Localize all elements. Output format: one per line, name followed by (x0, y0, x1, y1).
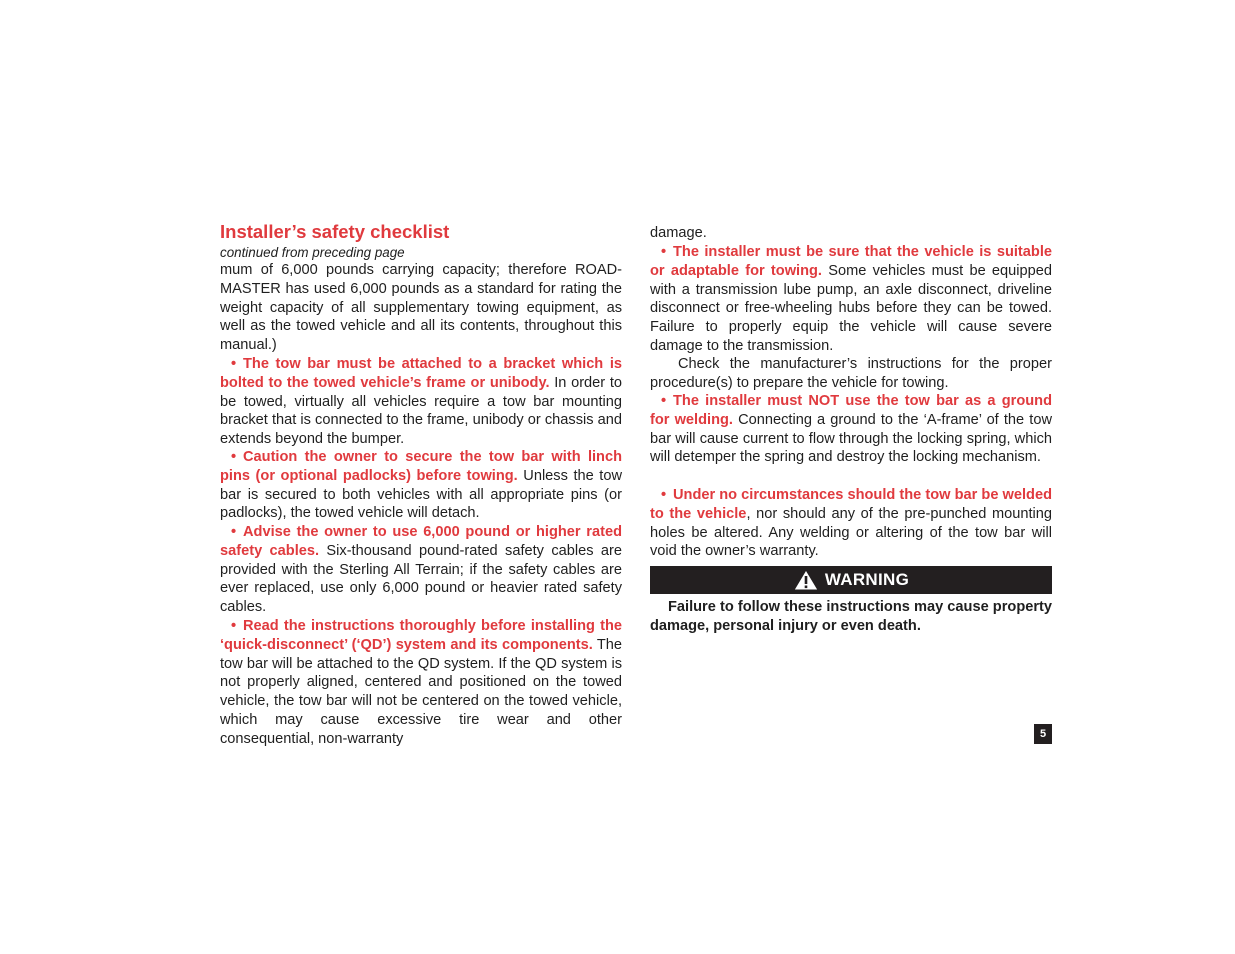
checklist-item-safety-cables (220, 523, 622, 617)
item-body: Six-thousand pound-rated safety cables are provided with the Sterling All Terrain; if the safety cables are ever replaced, use only 6,000 pound or heavier rated safety cables. (220, 542, 622, 615)
item-title: Advise the owner to use 6,000 pound or higher rated safety cables. (220, 524, 622, 559)
bullet-icon: • (661, 487, 667, 503)
bullet-icon: • (231, 449, 237, 465)
bullet-icon: • (231, 524, 237, 540)
item-body: The tow bar will be attached to the QD system. If the QD system is not properly aligned, centered and positioned on the towed vehicle, the tow bar will not be centered on the towed vehicle, which may cause excessive tire wear and other consequential, non-warranty (220, 636, 622, 747)
bullet-icon: • (231, 618, 237, 634)
item-body: Unless the tow bar is secured to both vehicles with all appropriate pins (or padlocks), the towed vehicle will detach. (220, 467, 622, 522)
item-title: The installer must NOT use the tow bar as a ground for welding. (650, 393, 1052, 428)
checklist-item-no-welding-ground (650, 392, 1052, 467)
item-body: Check the manufacturer’s instructions for the proper procedure(s) to prepare the vehicle for towing. (650, 356, 1052, 391)
warning-triangle-icon (793, 569, 819, 591)
manufacturer-instructions-paragraph (650, 355, 1052, 393)
checklist-item-suitable-vehicle (650, 243, 1052, 356)
item-title: The installer must be sure that the vehicle is suitable or adaptable for towing. (650, 244, 1052, 279)
warning-banner (650, 566, 1052, 594)
bullet-icon: • (661, 244, 667, 260)
bullet-icon: • (661, 393, 667, 409)
bullet-icon: • (231, 356, 237, 372)
item-title: Read the instructions thoroughly before installing the ‘quick-disconnect’ (‘QD’) system and its components. (220, 618, 622, 653)
checklist-item-qd-system (220, 617, 622, 748)
item-title: Under no circumstances should the tow bar be welded to the vehicle (650, 487, 1052, 522)
warning-message: Failure to follow these instructions may cause property damage, personal injury or even death. (650, 599, 1052, 634)
intro-paragraph: mum of 6,000 pounds carrying capacity; therefore ROAD-MASTER has used 6,000 pounds as a standard for rating the weight capacity of all supplementary towing equipment, as well as the towed vehicle and all its contents, throughout this manual.) (220, 262, 622, 353)
checklist-item-bracket (220, 355, 622, 449)
item-body: In order to be towed, virtually all vehicles require a tow bar mounting bracket that is connected to the frame, unibody or chassis and extends beyond the bumper. (220, 374, 623, 447)
item-title: Caution the owner to secure the tow bar with linch pins (or optional padlocks) before towing. (220, 449, 622, 484)
item-body: , nor should any of the pre-punched mounting holes be altered. Any welding or altering of the tow bar will void the owner’s warranty. (650, 505, 1053, 560)
page-number: 5 (1034, 724, 1052, 744)
checklist-item-linch-pins (220, 448, 622, 523)
warning-text (650, 598, 1052, 636)
checklist-item-no-welding-vehicle (650, 486, 1052, 561)
item-body: Connecting a ground to the ‘A-frame’ of the tow bar will cause current to flow through the locking spring, which will detemper the spring and destroy the locking mechanism. (650, 411, 1052, 466)
continued-note: continued from preceding page (220, 245, 405, 260)
section-heading: Installer’s safety checklist (220, 221, 450, 242)
item-title: The tow bar must be attached to a bracket which is bolted to the towed vehicle’s frame or unibody. (220, 356, 622, 391)
item-body: Some vehicles must be equipped with a transmission lube pump, an axle disconnect, driveline disconnect or free-wheeling hubs before they can be towed. Failure to properly equip the vehicle will cause severe damage to the transmission. (650, 262, 1052, 354)
continuation-text: damage. (650, 225, 707, 241)
warning-label: WARNING (824, 570, 910, 589)
